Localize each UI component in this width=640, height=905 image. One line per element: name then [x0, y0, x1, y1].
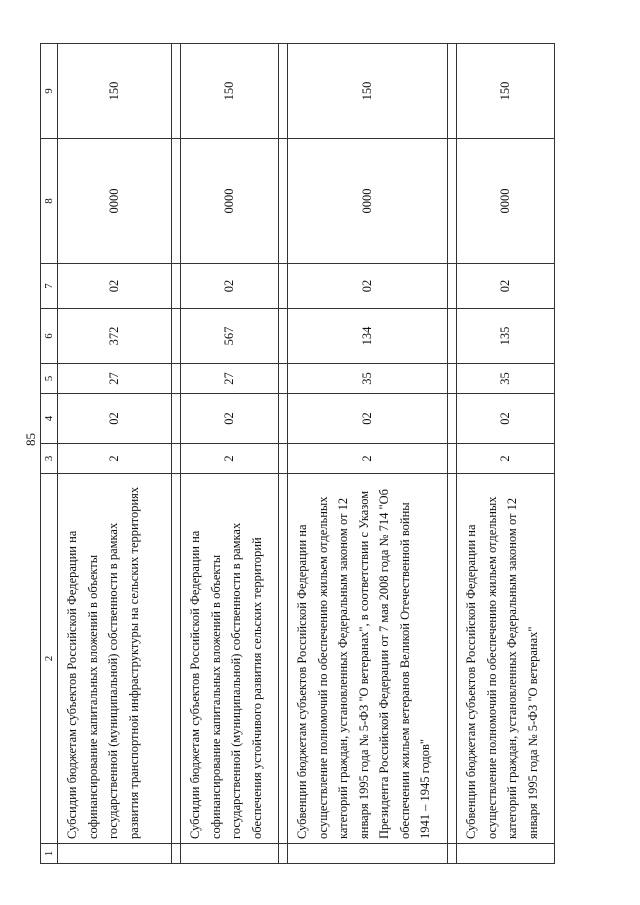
description-cell: Субсидии бюджетам субъектов Российской Федерации на софинансирование капитальных вложений в объекты государственной (муниципальной) собственности в рамках развития транспортной инфраструктуры на сельских территориях [58, 474, 172, 844]
rotated-table-wrapper [40, 44, 560, 864]
code-cell-8: 0000 [181, 139, 279, 264]
amount-cell: 150 [288, 44, 448, 139]
description-cell: Субвенции бюджетам субъектов Российской Федерации на осуществление полномочий по обеспечению жильем отдельных категорий граждан, установленных Федеральным законом от 12 января 1995 года № 5-ФЗ "О ветеранах" [457, 474, 555, 844]
code-cell-4: 02 [58, 394, 172, 444]
table-row [181, 44, 279, 864]
code-cell-5: 27 [58, 364, 172, 394]
row-index-cell [288, 844, 448, 864]
code-cell-6: 135 [457, 309, 555, 364]
spacer-cell [448, 44, 457, 139]
code-cell-3: 2 [58, 444, 172, 474]
spacer-cell [279, 474, 288, 844]
row-index-cell [181, 844, 279, 864]
code-cell-6: 372 [58, 309, 172, 364]
code-cell-4: 02 [288, 394, 448, 444]
row-index-cell [457, 844, 555, 864]
spacer-cell [448, 444, 457, 474]
spacer-cell [279, 444, 288, 474]
code-cell-5: 35 [288, 364, 448, 394]
code-cell-4: 02 [457, 394, 555, 444]
amount-cell: 150 [457, 44, 555, 139]
amount-cell: 150 [58, 44, 172, 139]
description-cell: Субсидии бюджетам субъектов Российской Федерации на софинансирование капитальных вложений в объекты государственной (муниципальной) собственности в рамках обеспечения устойчивого развития сельских территорий [181, 474, 279, 844]
row-spacer [172, 44, 181, 864]
spacer-cell [279, 44, 288, 139]
spacer-cell [448, 264, 457, 309]
code-cell-7: 02 [457, 264, 555, 309]
spacer-cell [172, 364, 181, 394]
spacer-cell [279, 844, 288, 864]
row-index-cell [58, 844, 172, 864]
header-cell-5: 5 [41, 364, 58, 394]
spacer-cell [172, 474, 181, 844]
header-cell-6: 6 [41, 309, 58, 364]
budget-table [40, 43, 555, 864]
header-cell-3: 3 [41, 444, 58, 474]
header-cell-7: 7 [41, 264, 58, 309]
spacer-cell [279, 364, 288, 394]
code-cell-7: 02 [181, 264, 279, 309]
spacer-cell [448, 364, 457, 394]
code-cell-6: 134 [288, 309, 448, 364]
spacer-cell [172, 394, 181, 444]
code-cell-7: 02 [58, 264, 172, 309]
description-cell: Субвенции бюджетам субъектов Российской Федерации на осуществление полномочий по обеспечению жильем отдельных категорий граждан, установленных Федеральным законом от 12 января 1995 года № 5-ФЗ "О ветеранах", в соответствии с Указом Президента Российской Федерации от 7 мая 2008 года № 714 "Об обеспечении жильем ветеранов Великой Отечественной войны 1941 – 1945 годов" [288, 474, 448, 844]
page-number: 85 [23, 433, 38, 446]
spacer-cell [172, 309, 181, 364]
code-cell-3: 2 [288, 444, 448, 474]
spacer-cell [172, 444, 181, 474]
spacer-cell [448, 474, 457, 844]
table-row [457, 44, 555, 864]
header-cell-4: 4 [41, 394, 58, 444]
code-cell-7: 02 [288, 264, 448, 309]
header-cell-9: 9 [41, 44, 58, 139]
amount-cell: 150 [181, 44, 279, 139]
header-cell-8: 8 [41, 139, 58, 264]
spacer-cell [448, 139, 457, 264]
code-cell-8: 0000 [288, 139, 448, 264]
table-row [58, 44, 172, 864]
code-cell-3: 2 [181, 444, 279, 474]
header-cell-2: 2 [41, 474, 58, 844]
spacer-cell [172, 264, 181, 309]
spacer-cell [279, 139, 288, 264]
code-cell-4: 02 [181, 394, 279, 444]
code-cell-8: 0000 [457, 139, 555, 264]
code-cell-5: 35 [457, 364, 555, 394]
code-cell-3: 2 [457, 444, 555, 474]
code-cell-6: 567 [181, 309, 279, 364]
spacer-cell [172, 139, 181, 264]
code-cell-8: 0000 [58, 139, 172, 264]
row-spacer [279, 44, 288, 864]
spacer-cell [448, 309, 457, 364]
header-cell-1: 1 [41, 844, 58, 864]
table-row [288, 44, 448, 864]
spacer-cell [172, 844, 181, 864]
spacer-cell [279, 264, 288, 309]
spacer-cell [279, 394, 288, 444]
spacer-cell [448, 844, 457, 864]
code-cell-5: 27 [181, 364, 279, 394]
spacer-cell [448, 394, 457, 444]
spacer-cell [172, 44, 181, 139]
header-row [41, 44, 58, 864]
row-spacer [448, 44, 457, 864]
spacer-cell [279, 309, 288, 364]
